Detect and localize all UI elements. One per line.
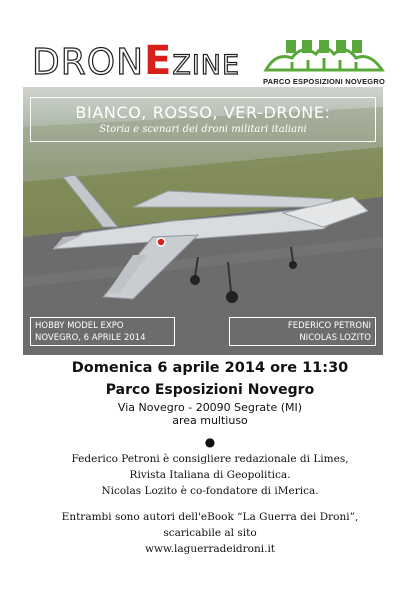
parco-building-icon <box>262 38 386 74</box>
event-venue: Parco Esposizioni Novegro <box>105 382 315 398</box>
logo-part-e: E <box>144 38 173 84</box>
poster-title: BIANCO, ROSSO, VER-DRONE: <box>75 103 331 122</box>
expo-tag-line1: HOBBY MODEL EXPO <box>35 321 124 331</box>
authors-tag-line2: NICOLAS LOZITO <box>299 333 371 343</box>
authors-tag-line1: FEDERICO PETRONI <box>287 321 371 331</box>
ebook-website-link[interactable]: www.laguerradeidroni.it <box>144 543 276 555</box>
event-address: Via Novegro - 20090 Segrate (MI) <box>117 401 303 414</box>
bio-line-3: Nicolas Lozito è co-fondatore di iMerica. <box>101 485 319 497</box>
expo-tag-line2: NOVEGRO, 6 APRILE 2014 <box>35 333 146 343</box>
logo-part-dron: DRON <box>32 42 144 83</box>
event-date: Domenica 6 aprile 2014 ore 11:30 <box>71 360 349 376</box>
logo-part-zine: ZINE <box>172 50 241 81</box>
bullet-icon: ● <box>204 435 216 449</box>
bio-line-1: Federico Petroni è consigliere redazionale di Limes, <box>71 453 349 465</box>
poster-title-box <box>30 97 376 142</box>
poster-subtitle: Storia e scenari dei droni militari italiani <box>99 124 307 135</box>
drone-photo <box>23 87 383 355</box>
parco-esposizioni-logo <box>262 38 386 86</box>
parco-logo-text: PARCO ESPOSIZIONI NOVEGRO <box>263 77 385 86</box>
ebook-line-1: Entrambi sono autori dell'eBook “La Guerra dei Droni”, <box>61 511 359 523</box>
ebook-line-2: scaricabile al sito <box>163 527 257 539</box>
event-area: area multiuso <box>172 414 248 427</box>
dronezine-logo <box>32 40 252 82</box>
expo-tag <box>30 317 175 346</box>
authors-tag <box>229 317 376 346</box>
bio-line-2: Rivista Italiana di Geopolitica. <box>129 469 291 481</box>
